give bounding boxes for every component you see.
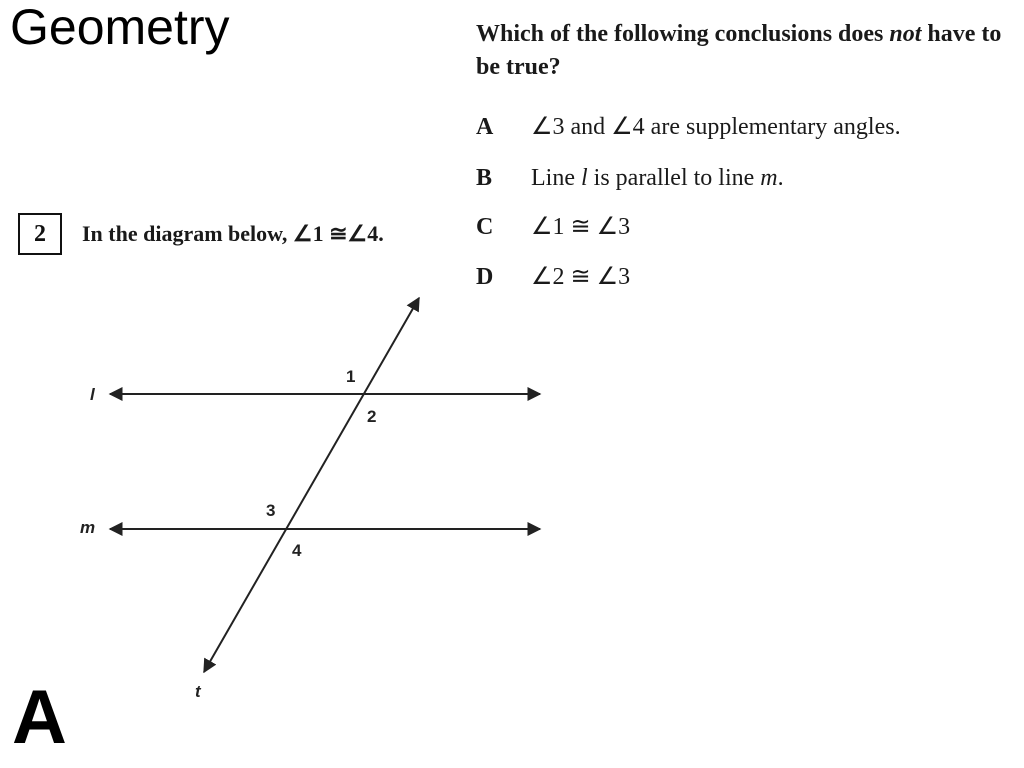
answer-label: A	[12, 675, 67, 760]
option-letter: D	[476, 264, 494, 290]
line-label-l: l	[90, 385, 95, 404]
angle-label-2: 2	[367, 407, 377, 426]
angle-label-4: 4	[292, 541, 302, 560]
angle-label-1: 1	[346, 367, 356, 386]
question-emphasis: not	[889, 21, 922, 47]
option-letter: C	[476, 214, 494, 240]
question-number: 2	[34, 220, 46, 247]
option-text-middle: is parallel to line	[587, 165, 761, 191]
problem-prompt: In the diagram below, ∠1 ≅∠4.	[82, 221, 384, 246]
option-text: ∠1 ≅ ∠3	[531, 214, 631, 240]
option-text-end: .	[777, 165, 784, 191]
option-text: ∠2 ≅ ∠3	[531, 264, 631, 290]
line-label-m: m	[80, 518, 96, 537]
option-text: ∠3 and ∠4 are supplementary angles.	[531, 114, 901, 140]
transversal-t	[204, 298, 419, 672]
angle-label-3: 3	[266, 501, 276, 520]
question-text-start: Which of the following conclusions does	[476, 21, 890, 47]
option-letter: B	[476, 165, 493, 191]
line-label-t: t	[195, 682, 201, 701]
option-letter: A	[476, 114, 494, 140]
option-variable-l: l	[580, 165, 588, 191]
option-text-start: Line	[531, 165, 581, 191]
option-variable-m: m	[760, 165, 778, 191]
slide-title: Geometry	[10, 0, 230, 55]
question-text-end: have to be true?	[476, 21, 1002, 80]
